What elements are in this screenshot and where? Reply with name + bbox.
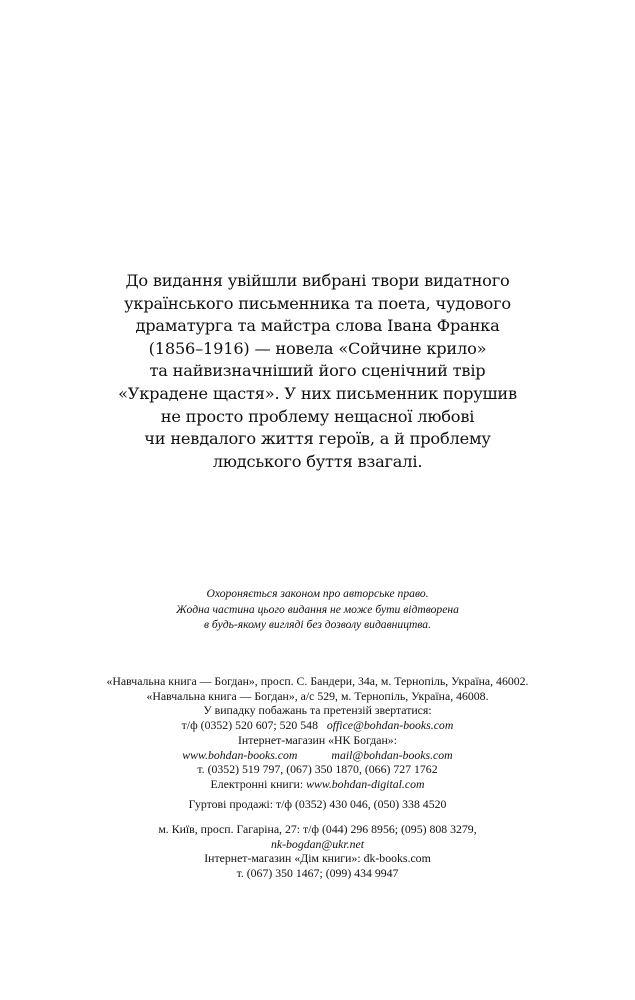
ebooks-label: Електронні книги: xyxy=(210,776,304,791)
annotation-line: та найвизначніший його сценічний твір xyxy=(149,361,486,381)
annotation-line: «Украдене щастя». У них письменник порушив xyxy=(118,383,517,403)
copyright-line: в будь-якому вигляді без дозволу видавництва. xyxy=(203,618,432,632)
copyright-line: Охороняється законом про авторське право. xyxy=(206,587,429,600)
annotation-line: (1856–1916) — новела «Сойчине крило» xyxy=(148,338,487,358)
kyiv-office-info xyxy=(20,822,615,851)
copyright-notice xyxy=(40,586,595,633)
publisher-address: «Навчальна книга — Богдан», просп. С. Бандери, 34а, м. Тернопіль, Україна, 46002. xyxy=(106,674,529,688)
wholesale-contacts: Гуртові продажі: т/ф (0352) 430 046, (050) 338 4520 xyxy=(188,797,447,811)
annotation-line: До видання увійшли вибрані твори видатного xyxy=(125,271,510,290)
wholesale-info xyxy=(20,797,615,812)
book-annotation xyxy=(40,270,595,473)
shop-label: Інтернет-магазин «НК Богдан»: xyxy=(238,733,397,747)
claims-email-link[interactable]: office@bohdan-books.com xyxy=(326,717,454,732)
annotation-line: українського письменника та поета, чудового xyxy=(124,293,511,313)
claims-phone: т/ф (0352) 520 607; 520 548 xyxy=(181,717,318,732)
claims-contacts xyxy=(20,718,615,733)
shop-phones: т. (0352) 519 797, (067) 350 1870, (066) 727 1762 xyxy=(197,762,438,777)
online-shop-info xyxy=(20,733,615,791)
annotation-line: не просто проблему нещасної любові xyxy=(160,406,475,426)
ebooks-site-link[interactable]: www.bohdan-digital.com xyxy=(306,776,425,791)
dim-knyhy-shop-info xyxy=(20,851,615,880)
annotation-line: драматурга та майстра слова Івана Франка xyxy=(135,316,500,336)
publisher-po-box: «Навчальна книга — Богдан», а/с 529, м. Тернопіль, Україна, 46008. xyxy=(146,688,489,703)
shop-web-contacts xyxy=(20,748,615,763)
kyiv-address: м. Київ, просп. Гагаріна, 27: т/ф (044) 296 8956; (095) 808 3279, xyxy=(158,822,477,836)
shop-email-link[interactable]: mail@bohdan-books.com xyxy=(331,747,453,762)
annotation-line: людського буття взагалі. xyxy=(212,451,423,471)
dim-shop-label: Інтернет-магазин «Дім книги»: dk-books.com xyxy=(204,851,431,865)
kyiv-email-link[interactable]: nk-bogdan@ukr.net xyxy=(270,836,365,851)
ebooks-line xyxy=(20,777,615,792)
dim-shop-phones: т. (067) 350 1467; (099) 434 9947 xyxy=(236,865,399,880)
publisher-addresses xyxy=(20,674,615,732)
claims-label: У випадку побажань та претензій звертатися: xyxy=(203,703,432,718)
copyright-line: Жодна частина цього видання не може бути відтворена xyxy=(176,602,459,616)
shop-site-link[interactable]: www.bohdan-books.com xyxy=(182,747,298,762)
annotation-line: чи невдалого життя героїв, а й проблему xyxy=(144,429,491,449)
